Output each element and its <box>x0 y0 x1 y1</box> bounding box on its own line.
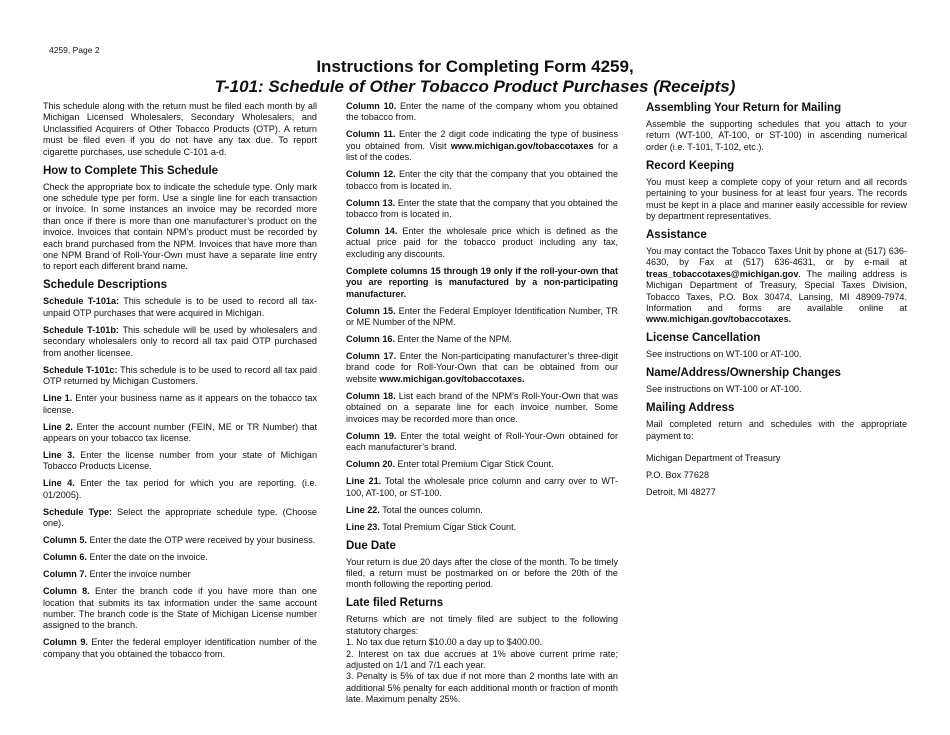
column-middle <box>346 100 618 706</box>
instruction-item <box>43 507 317 530</box>
assist-text: You may contact the Tobacco Taxes Unit by phone at (517) 636-4630, by Fax at (517) 636-4631, or by e-mail at <box>646 246 907 268</box>
item-text: Enter the 2 digit code indicating the type of business you obtained from. Visit <box>346 129 618 151</box>
item-label: Line 2. <box>43 421 73 432</box>
instruction-item <box>346 391 618 425</box>
item-text: Total Premium Cigar Stick Count. <box>379 521 517 532</box>
item-text: Enter total Premium Cigar Stick Count. <box>395 459 554 470</box>
instruction-item <box>346 431 618 454</box>
heading-due-date: Due Date <box>346 539 396 552</box>
item-label: Column 6. <box>43 552 87 563</box>
website-link[interactable]: www.michigan.gov/tobaccotaxes <box>450 140 594 151</box>
instruction-item <box>43 365 317 388</box>
assist-text: . The mailing address is Michigan Department of Treasury, Special Taxes Division, Tobacco Taxes, P.O. Box 30474, Lansing, MI 48909-7974. Information and forms are available online at <box>646 268 907 314</box>
instruction-item <box>346 505 618 516</box>
item-label: Column 11. <box>346 129 396 140</box>
instruction-item <box>43 422 317 445</box>
page-number: 4259, Page 2 <box>49 45 100 55</box>
heading-late-filed: Late filed Returns <box>346 597 444 610</box>
item-label: Column 10. <box>346 101 397 111</box>
column-right <box>646 100 907 504</box>
due-paragraph: Your return is due 20 days after the close of the month. To be timely filed, a return must be postmarked on or before the 20th of the month following the reporting period. <box>346 556 618 590</box>
instruction-item <box>346 459 618 470</box>
instruction-item <box>43 325 317 359</box>
item-label: Column 16. <box>346 334 396 345</box>
instruction-item <box>43 637 317 660</box>
heading-schedule-descriptions: Schedule Descriptions <box>43 279 167 292</box>
address-line: Detroit, MI 48277 <box>646 487 716 498</box>
instruction-item <box>346 198 618 221</box>
item-label: Line 4. <box>43 478 75 489</box>
instruction-item <box>43 535 317 546</box>
item-label: Column 8. <box>43 586 90 597</box>
instruction-item <box>346 226 618 260</box>
instruction-item <box>43 478 317 501</box>
item-label: Column 18. <box>346 390 396 401</box>
item-text: Enter the tax period for which you are reporting. (i.e. 01/2005). <box>43 478 317 500</box>
instruction-item <box>43 586 317 632</box>
item-label: Column 5. <box>43 535 87 546</box>
instruction-item <box>346 334 618 345</box>
license-paragraph: See instructions on WT-100 or AT-100. <box>646 349 802 360</box>
item-label: Column 7. <box>43 569 87 580</box>
instruction-item <box>43 450 317 473</box>
item-label: Column 20. <box>346 459 396 470</box>
late-intro: Returns which are not timely filed are subject to the following statutory charges: <box>346 614 618 636</box>
website-link[interactable]: www.michigan.gov/tobaccotaxes. <box>646 314 792 325</box>
instruction-item <box>346 129 618 163</box>
instruction-item <box>43 569 317 580</box>
address-line: Michigan Department of Treasury <box>646 453 781 464</box>
page-title: Instructions for Completing Form 4259, <box>316 57 634 76</box>
item-label: Column 19. <box>346 430 397 441</box>
item-text: This schedule is to be used to record all tax paid OTP returned by Michigan Customers. <box>43 364 317 387</box>
page-subtitle: T-101: Schedule of Other Tobacco Product Purchases (Receipts) <box>214 77 736 96</box>
item-text: Enter the Name of the NPM. <box>395 334 512 345</box>
assistance-paragraph <box>646 246 907 326</box>
website-link[interactable]: www.michigan.gov/tobaccotaxes. <box>379 373 525 384</box>
npm-note <box>346 266 618 300</box>
item-text: Enter the license number from your state of Michigan Tobacco Products License. <box>43 449 317 472</box>
item-text: for a list of the codes. <box>346 140 618 163</box>
item-label: Schedule Type: <box>43 506 113 517</box>
instruction-item <box>346 169 618 192</box>
heading-how-to-complete: How to Complete This Schedule <box>43 164 219 177</box>
mailing-paragraph: Mail completed return and schedules with the appropriate payment to: <box>646 419 907 441</box>
item-text: Enter the state that the company that you obtained the tobacco from is located in. <box>346 197 618 220</box>
address-line: P.O. Box 77628 <box>646 470 710 481</box>
item-text: Enter the date the OTP were received by your business. <box>86 535 316 546</box>
item-label: Line 22. <box>346 504 380 515</box>
name-paragraph: See instructions on WT-100 or AT-100. <box>646 384 802 395</box>
email-link[interactable]: treas_tobaccotaxes@michigan.gov <box>646 268 799 279</box>
intro-paragraph: This schedule along with the return must be filed each month by all Michigan Licensed Wholesalers, Secondary Wholesalers, and Unclassified Acquirers of Other Tobacco Products (OTP). A return must be filed even if you do not have any tax due. To report cigarette purchases, use schedule C-101 a-d. <box>43 101 317 157</box>
item-text: Enter the Non-participating manufacturer’s three-digit brand code for Roll-Your-Own that can be obtained from our website <box>346 351 618 384</box>
instruction-item <box>346 306 618 329</box>
heading-assembling: Assembling Your Return for Mailing <box>646 102 842 114</box>
instruction-item <box>43 393 317 416</box>
heading-license-cancellation: License Cancellation <box>646 332 761 345</box>
item-label: Schedule T-101a: <box>43 296 120 307</box>
heading-name-changes: Name/Address/Ownership Changes <box>646 367 841 380</box>
item-text: This schedule is to be used to record all tax-unpaid OTP purchases that were acquired in Michigan. <box>43 296 317 318</box>
item-text: Total the ounces column. <box>379 504 483 515</box>
instruction-item <box>346 101 618 124</box>
item-text: Enter your business name as it appears on the tobacco tax license. <box>43 393 318 415</box>
instruction-item <box>43 552 317 563</box>
item-label: Column 15. <box>346 305 396 316</box>
item-label: Line 3. <box>43 449 75 460</box>
item-text: Enter the account number (FEIN, ME or TR Number) that appears on your tobacco tax license. <box>43 421 317 443</box>
item-text: Enter the date on the invoice. <box>86 552 208 563</box>
item-text: Enter the total weight of Roll-Your-Own obtained for each manufacturer’s brand. <box>346 430 618 453</box>
item-label: Column 12. <box>346 169 396 180</box>
item-text: This schedule will be used by wholesalers and secondary wholesalers only to record all tax paid OTP purchased from another licensee. <box>43 324 318 358</box>
late-charge-3: 3. Penalty is 5% of tax due if not more than 2 months late with an additional 5% penalty for each additional month or fraction of month late. Maximum penalty 25%. <box>346 671 618 705</box>
heading-mailing-address: Mailing Address <box>646 402 735 415</box>
late-charge-2: 2. Interest on tax due accrues at 1% above current prime rate; adjusted on 1/1 and 7/1 each year. <box>346 648 618 670</box>
item-text: Enter the federal employer identification number of the company that you obtained the tobacco from. <box>43 637 317 659</box>
assembling-paragraph: Assemble the supporting schedules that you attach to your return (WT-100, AT-100, or ST-100) in ascending numerical order (i.e. T-101, T-102, etc.). <box>646 119 907 152</box>
heading-record-keeping: Record Keeping <box>646 159 735 172</box>
record-paragraph: You must keep a complete copy of your return and all records pertaining to your business for at least four years. The records must be kept in a place and manner easily accessible for review by department representatives. <box>646 176 907 222</box>
item-text: List each brand of the NPM’s Roll-Your-Own that was obtained on a separate line for each invoice number. Some invoices may be recorded more than once. <box>346 390 619 424</box>
how-paragraph: Check the appropriate box to indicate the schedule type. Only mark one schedule type per form. Use a single line for each transaction or invoice. In some instances an invoice may be recorded more than once if there is more than one manufacturer’s product on the invoice. Invoices that contain NPM’s product must be recorded by each brand purchased from the NPM. Invoices that have more than one NPM Brand of Roll-Your-Own must have a separate line entry to report each different brand name. <box>43 181 317 272</box>
note-text: Complete columns 15 through 19 only if the roll-your-own that you are reporting is manufactured by a non-participating manufacturer. <box>346 265 618 299</box>
item-label: Column 17. <box>346 351 397 362</box>
item-text: Enter the Federal Employer Identification Number, TR or ME Number of the NPM. <box>346 305 618 328</box>
item-text: Enter the branch code if you have more than one location that submits its tax information under the same account number. The branch code is the State of Michigan License number assigned to the branch. <box>43 586 317 631</box>
item-label: Line 21. <box>346 476 382 487</box>
item-label: Column 9. <box>43 637 88 648</box>
item-text: Enter the wholesale price which is defined as the actual price paid for the tobacco product including any tax, excluding any discounts. <box>346 226 619 259</box>
item-text: Enter the name of the company whom you obtained the tobacco from. <box>346 101 618 123</box>
instruction-item <box>43 296 317 319</box>
heading-assistance: Assistance <box>646 229 707 242</box>
item-label: Schedule T-101c: <box>43 364 118 375</box>
item-text: Enter the invoice number <box>86 569 191 580</box>
item-text: Select the appropriate schedule type. (Choose one). <box>43 506 317 529</box>
column-left <box>43 100 317 666</box>
item-text: Total the wholesale price column and carry over to WT-100, AT-100, or ST-100. <box>346 476 618 498</box>
item-label: Line 1. <box>43 393 73 404</box>
late-charge-1: 1. No tax due return $10.00 a day up to $400.00. <box>346 637 543 648</box>
instruction-item <box>346 522 618 533</box>
item-label: Schedule T-101b: <box>43 324 119 335</box>
item-label: Line 23. <box>346 521 380 532</box>
instruction-list <box>43 296 317 660</box>
item-label: Column 13. <box>346 197 396 208</box>
instruction-item <box>346 351 618 385</box>
instruction-item <box>346 476 618 499</box>
item-text: Enter the city that the company that you obtained the tobacco from is located in. <box>346 169 619 191</box>
item-label: Column 14. <box>346 226 398 237</box>
